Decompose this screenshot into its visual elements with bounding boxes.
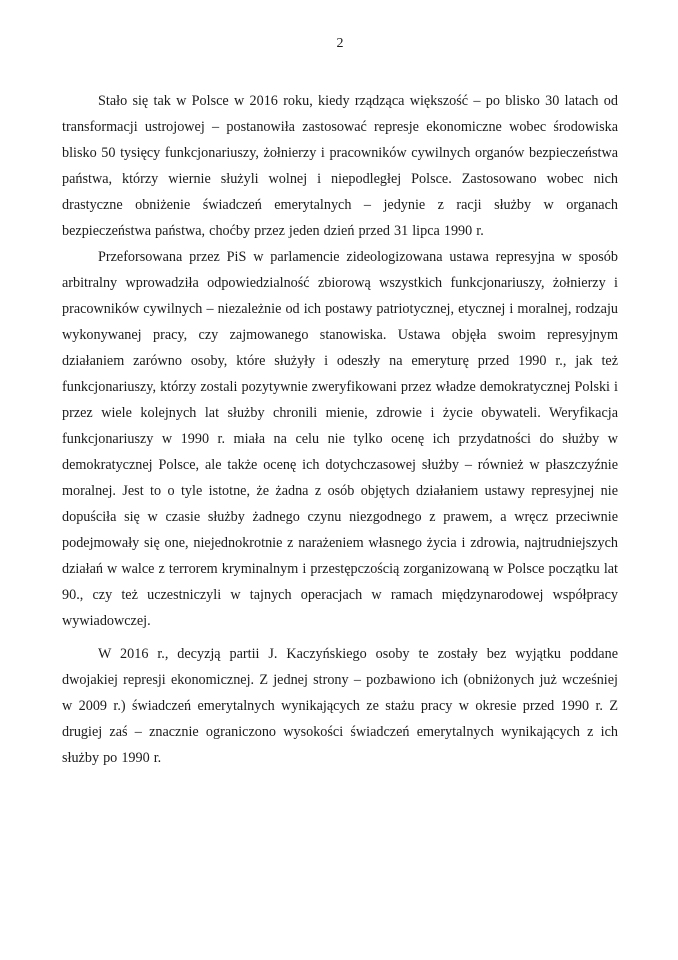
paragraph-2: Przeforsowana przez PiS w parlamencie zideologizowana ustawa represyjna w sposób arbitralny wprowadziła odpowiedzialność zbiorową wszystkich funkcjonariuszy, żołnierzy i pracowników cywilnych – niezależnie od ich postawy patriotycznej, etycznej i moralnej, rodzaju wykonywanej pracy, czy zajmowanego stanowiska. Ustawa objęła swoim represyjnym działaniem zarówno osoby, które służyły i odeszły na emeryturę przed 1990 r., jak też funkcjonariuszy, którzy zostali pozytywnie zweryfikowani przez władze demokratycznej Polski i przez wiele kolejnych lat służby chronili mienie, zdrowie i życie obywateli. Weryfikacja funkcjonariuszy w 1990 r. miała na celu nie tylko ocenę ich przydatności do służby w demokratycznej Polsce, ale także ocenę ich dotychczasowej służby – również w płaszczyźnie moralnej. Jest to o tyle istotne, że żadna z osób objętych działaniem ustawy represyjnej nie dopuściła się w czasie służby żadnego czynu niezgodnego z prawem, a wręcz przeciwnie podejmowały się one, niejednokrotnie z narażeniem własnego życia i zdrowia, najtrudniejszych działań w walce z terrorem kryminalnym i przestępczością zorganizowaną w Polsce początku lat 90., czy też uczestniczyli w tajnych operacjach w ramach międzynarodowej współpracy wywiadowczej. (62, 249, 618, 629)
page-number: 2 (336, 36, 344, 51)
paragraph-3: W 2016 r., decyzją partii J. Kaczyńskiego osoby te zostały bez wyjątku poddane dwojakiej represji ekonomicznej. Z jednej strony – pozbawiono ich (obniżonych już wcześniej w 2009 r.) świadczeń emerytalnych wynikających ze stażu pracy w okresie przed 1990 r. Z drugiej zaś – znacznie ograniczono wysokości świadczeń emerytalnych wynikających z ich służby po 1990 r. (62, 646, 618, 766)
page-body (62, 88, 618, 771)
paragraph-1: Stało się tak w Polsce w 2016 roku, kiedy rządząca większość – po blisko 30 latach od transformacji ustrojowej – postanowiła zastosować represje ekonomiczne wobec środowiska blisko 50 tysięcy funkcjonariuszy, żołnierzy i pracowników cywilnych organów bezpieczeństwa państwa, którzy wiernie służyli wolnej i niepodległej Polsce. Zastosowano wobec nich drastyczne obniżenie świadczeń emerytalnych – jedynie z racji służby w organach bezpieczeństwa państwa, choćby przez jeden dzień przed 31 lipca 1990 r. (62, 93, 618, 239)
